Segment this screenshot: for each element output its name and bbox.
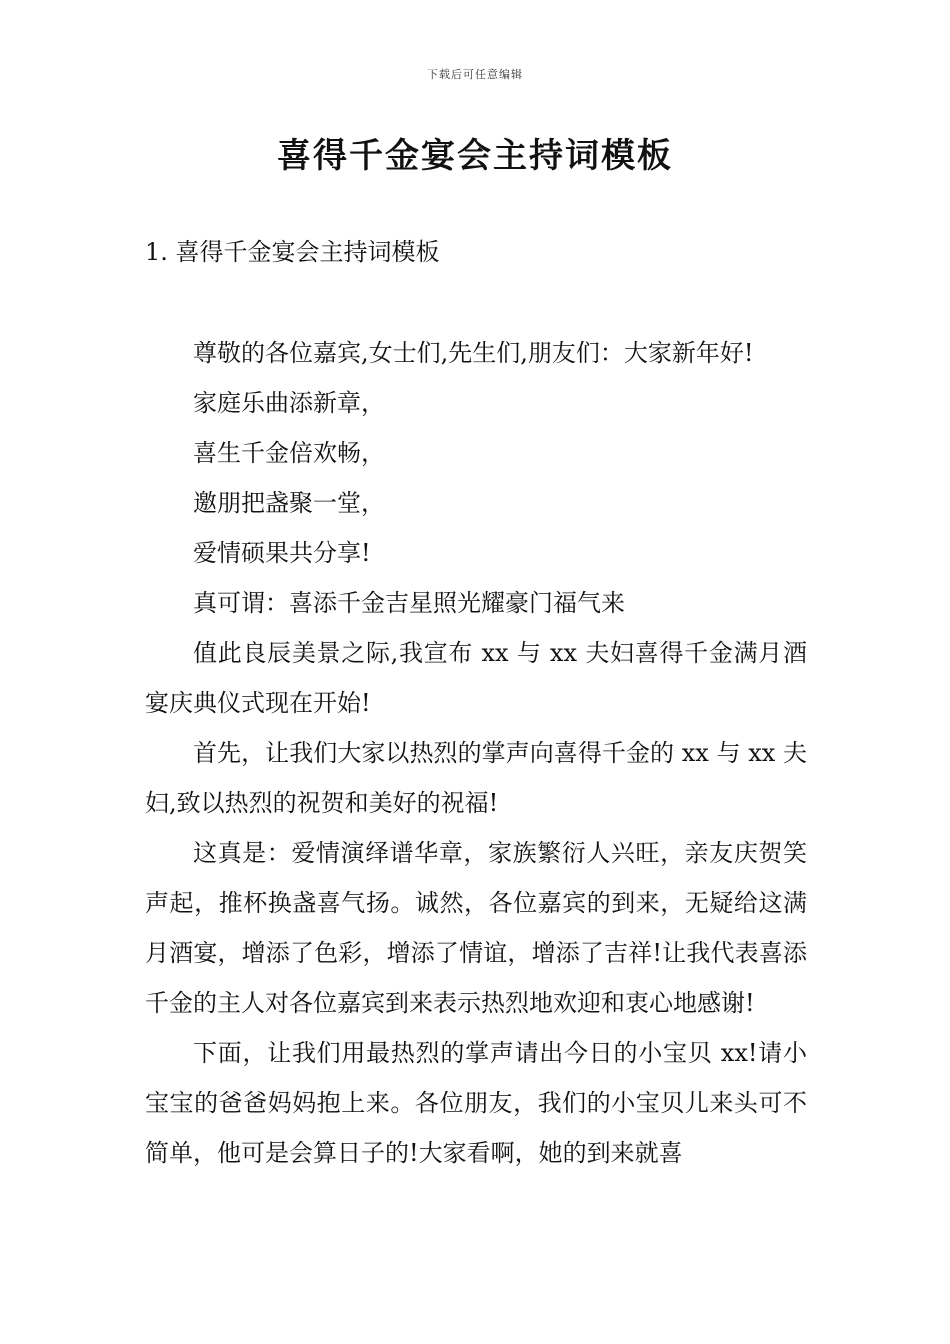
paragraph: 喜生千金倍欢畅， xyxy=(193,439,385,467)
paragraph: 家庭乐曲添新章， xyxy=(193,389,385,417)
paragraph: 这真是：爱情演绎谱华章，家族繁衍人兴旺，亲友庆贺笑声起，推杯换盏喜气扬。诚然，各位嘉宾的到来，无疑给这满月酒宴，增添了色彩，增添了情谊，增添了吉祥!让我代表喜添千金的主人对各位嘉宾到来表示热烈地欢迎和衷心地感谢! xyxy=(145,839,807,1017)
document-body xyxy=(145,328,807,1178)
section-heading: 1. 喜得千金宴会主持词模板 xyxy=(145,238,440,266)
paragraph: 尊敬的各位嘉宾,女士们,先生们,朋友们：大家新年好! xyxy=(193,339,754,367)
header-note: 下载后可任意编辑 xyxy=(427,68,523,81)
paragraph: 真可谓：喜添千金吉星照光耀豪门福气来 xyxy=(193,589,625,617)
paragraph: 值此良辰美景之际,我宣布 xx 与 xx 夫妇喜得千金满月酒宴庆典仪式现在开始! xyxy=(145,639,807,717)
paragraph: 爱情硕果共分享! xyxy=(193,539,371,567)
paragraph: 首先，让我们大家以热烈的掌声向喜得千金的 xx 与 xx 夫妇,致以热烈的祝贺和美好的祝福! xyxy=(145,739,807,817)
document-title: 喜得千金宴会主持词模板 xyxy=(277,136,673,176)
paragraph: 下面，让我们用最热烈的掌声请出今日的小宝贝 xx!请小宝宝的爸爸妈妈抱上来。各位朋友，我们的小宝贝儿来头可不简单，他可是会算日子的!大家看啊，她的到来就喜 xyxy=(145,1039,807,1167)
paragraph: 邀朋把盏聚一堂， xyxy=(193,489,385,517)
